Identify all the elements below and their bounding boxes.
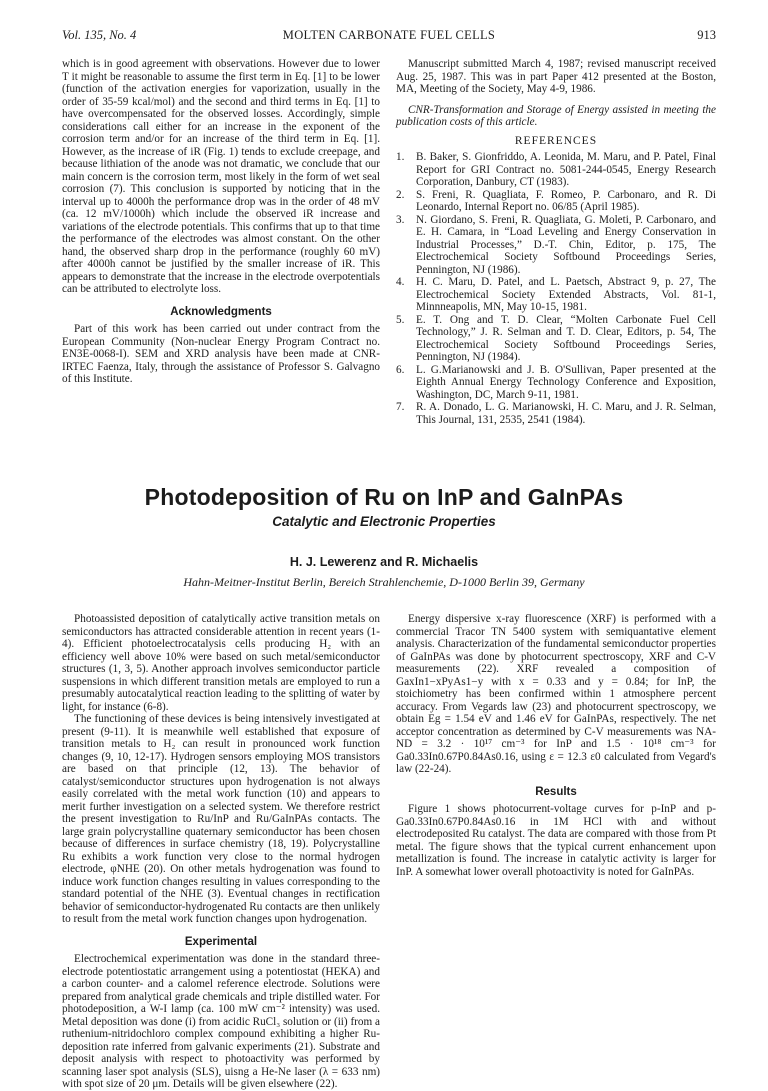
journal-section-title: MOLTEN CARBONATE FUEL CELLS [282, 28, 496, 42]
acknowledgments-heading: Acknowledgments [170, 305, 272, 318]
reference-item: 3. N. Giordano, S. Freni, R. Quagliata, G. Moleti, P. Carbonaro, and E. H. Camara, in “Load Leveling and Energy Conservation in Industrial Processes,” D.-T. Chin, Editor, p. 175, The Electrochemical Society Softbound Proceedings Series, Pennington, NJ (1986). [396, 213, 716, 276]
results-heading: Results [535, 785, 577, 798]
reference-list [396, 151, 716, 426]
article-subtitle: Catalytic and Electronic Properties [272, 514, 496, 529]
article-affiliation: Hahn-Meitner-Institut Berlin, Bereich Strahlenchemie, D-1000 Berlin 39, Germany [183, 575, 585, 589]
prev-article-paragraph: which is in good agreement with observations. However due to lower T it might be reasonable to assume the first term in Eq. [1] to be lower (function of the activation energies for vaporization, usually in the order of 35-59 kcal/mol) and the second and third terms in Eq. [1] to have overcompensated for the observed losses. Accordingly, simple considerations call either for an increase in the exponent of the corrosion term and/or for an increase of the third term in Eq. [1]. However, as the increase of iR (Fig. 1) tends to exclude creepage, and because lithiation of the anode was not dramatic, we conclude that our main concern is the corrosion term, most likely in the form of wet seal corrosion (7). This conclusion is supported by noticing that in the interval up to 4000h the performance drop was in the order of 48 mV (ca. 12 mV/1000h) which include the observed iR increase and variations of the electrode potentials. This confirms that up to that time the performance of the electrodes was almost constant. On the other hand, the observed sharp drop in the performance (roughly 60 mV) after 4000h cannot be justified by the smaller increase of iR. This appears to demonstrate that the increase in the electrode overpotentials can be attributed to electrolyte loss. [62, 58, 380, 295]
article-title: Photodeposition of Ru on InP and GaInPAs [144, 484, 624, 510]
experimental-heading: Experimental [184, 935, 258, 948]
page-number: 913 [697, 28, 716, 42]
reference-item: 4. H. C. Maru, D. Patel, and L. Paetsch, Abstract 9, p. 27, The Electrochemical Society Extended Abstracts, Vol. 81-1, Minnneapolis, MN, May 10-15, 1981. [396, 276, 716, 313]
article-authors: H. J. Lewerenz and R. Michaelis [289, 555, 479, 569]
volume-label: Vol. 135, No. 4 [62, 28, 137, 42]
reference-item: 7. R. A. Donado, L. G. Marianowski, H. C. Maru, and J. R. Selman, This Journal, 131, 2535, 2541 (1984). [396, 401, 716, 426]
article-left-column [62, 613, 380, 1091]
references-heading: REFERENCES [514, 134, 598, 147]
results-paragraph-1: Figure 1 shows photocurrent-voltage curves for p-InP and p-Ga0.33In0.67P0.84As0.16 in 1M HCl with and without electrodeposited Ru catalyst. The data are compared with those from Pt metal. The figure shows that the typical current enhancement upon metallization is found. The increase in catalytic activity is larger for InP. A somewhat lower overall photoactivity is noted for GaInPAs. [396, 803, 716, 878]
acknowledgments-text: Part of this work has been carried out under contract from the European Community (Non-nuclear Energy Program Contract no. EN3E-0068-I). SEM and XRD analysis have been made at CNR-IRTEC Faenza, Italy, through the assistance of Professor S. Galvagno of this Institute. [62, 323, 380, 385]
running-header [62, 28, 716, 46]
experimental-paragraph-2: Energy dispersive x-ray fluorescence (XRF) is performed with a commercial Tracor TN 5400 system with semiquantative element analysis. Characterization of the fundamental semiconductor properties of GaInPAs was done by photocurrent spectroscopy, XRF and C-V measurements (22). XRF revealed a composition of GaxIn1−xPyAs1−y with x = 0.33 and y = 0.84; for InP, the stoichiometry has been confirmed within 1 atmosphere percent accuracy. From Vegards law (23) and photocurrent spectroscopy, we obtain Eg = 1.54 eV and 1.46 eV for GaInPAs, respectively. The net acceptor concentration as determined by C-V measurements was NA-ND = 3.2 · 10¹⁷ cm⁻³ for InP and 1.5 · 10¹⁸ cm⁻³ for Ga0.33In0.67P0.84As0.16, using ε = 12.3 ε0 calculated from Vegard's law (22-24). [396, 613, 716, 775]
cost-note: CNR-Transformation and Storage of Energy assisted in meeting the publication costs of this article. [396, 103, 716, 128]
prev-article-left-column [62, 58, 380, 386]
article-right-column [396, 613, 716, 878]
reference-item: 2. S. Freni, R. Quagliata, F. Romeo, P. Carbonaro, and R. Di Leonardo, Internal Report no. 06/85 (April 1985). [396, 188, 716, 213]
acknowledgments-section [62, 323, 380, 386]
manuscript-note: Manuscript submitted March 4, 1987; revised manuscript received Aug. 25, 1987. This was in part Paper 412 presented at the Boston, MA, Meeting of the Society, May 4-9, 1986. [396, 58, 716, 95]
experimental-paragraph-1: Electrochemical experimentation was done in the standard three-electrode potentiostatic arrangement using a potentiostat (HEKA) and a carbon counter- and a calomel reference electrode. Solutions were prepared from analytical grade chemicals and triple distilled water. For photodeposition, a W-I lamp (ca. 100 mW cm⁻² intensity) was used. Metal deposition was done (i) from acidic RuCl₃ solution or (ii) from a ruthenium-nitridochloro complex compound exhibiting a higher Ru-deposition rate inferred from galvanic experiments (21). Substrate and deposit analysis with respect to photoactivity was performed by scanning laser spot analysis (SLS), uisng a He-Ne laser (λ = 633 nm) with spot size of 20 μm. Details will be given elsewhere (22). [62, 953, 380, 1090]
prev-article-right-column [396, 58, 716, 426]
reference-item: 5. E. T. Ong and T. D. Clear, “Molten Carbonate Fuel Cell Technology,” J. R. Selman and T. D. Clear, Editors, p. 54, The Electrochemical Society Softbound Proceedings Series, Pennington, NJ (1984). [396, 313, 716, 363]
reference-item: 1. B. Baker, S. Gionfriddo, A. Leonida, M. Maru, and P. Patel, Final Report for GRI Contract no. 5081-244-0545, Energy Research Corporation, Danbury, CT (1983). [396, 151, 716, 188]
intro-paragraph-2: The functioning of these devices is being intensively investigated at present (9-11). It is meanwhile well established that exposure of transition metals to H₂ can result in pronounced work function changes (9, 10, 12-17). Hydrogen sensors employing MOS transistors are based on that principle (12, 13). The behavior of catalyst/semiconductor structures upon hydrogenation is not always easily correlated with the metal work function (10) and appears to merit further investigation on a selected system. We therefore restrict the present investigation to Ru/InP and Ru/GaInPAs contacts. The large grain polycrystalline quaternary semiconductor has been chosen because of differences in surface chemistry (18, 19). Polycrystalline Ru exhibits a work function very close to the normal hydrogen electrode, φNHE (20). On other metals hydrogenation was found to induce work function changes resulting in values corresponding to the standard potential of the NHE (3). Eventual changes in rectification behavior of semiconductor-hydrogenated Ru contacts are then unlikely to result from the metal work function changes upon hydrogenation. [62, 713, 380, 925]
intro-paragraph-1: Photoassisted deposition of catalytically active transition metals on semiconductors has attracted considerable attention in recent years (1-4). Efficient photoelectrocatalysis cells producing H₂ with an efficiency well above 10% were based on such metal/semiconductor structures (1, 3, 5). Another approach involves semiconductor particle suspensions in which different transition metals are employed to run a presumably autocatalytical reaction leading to the splitting of water by light, for instance (6-8). [62, 613, 380, 713]
reference-item: 6. L. G.Marianowski and J. B. O'Sullivan, Paper presented at the Eighth Annual Energy Technology Conference and Exposition, Washington, DC, March 9-11, 1981. [396, 363, 716, 401]
